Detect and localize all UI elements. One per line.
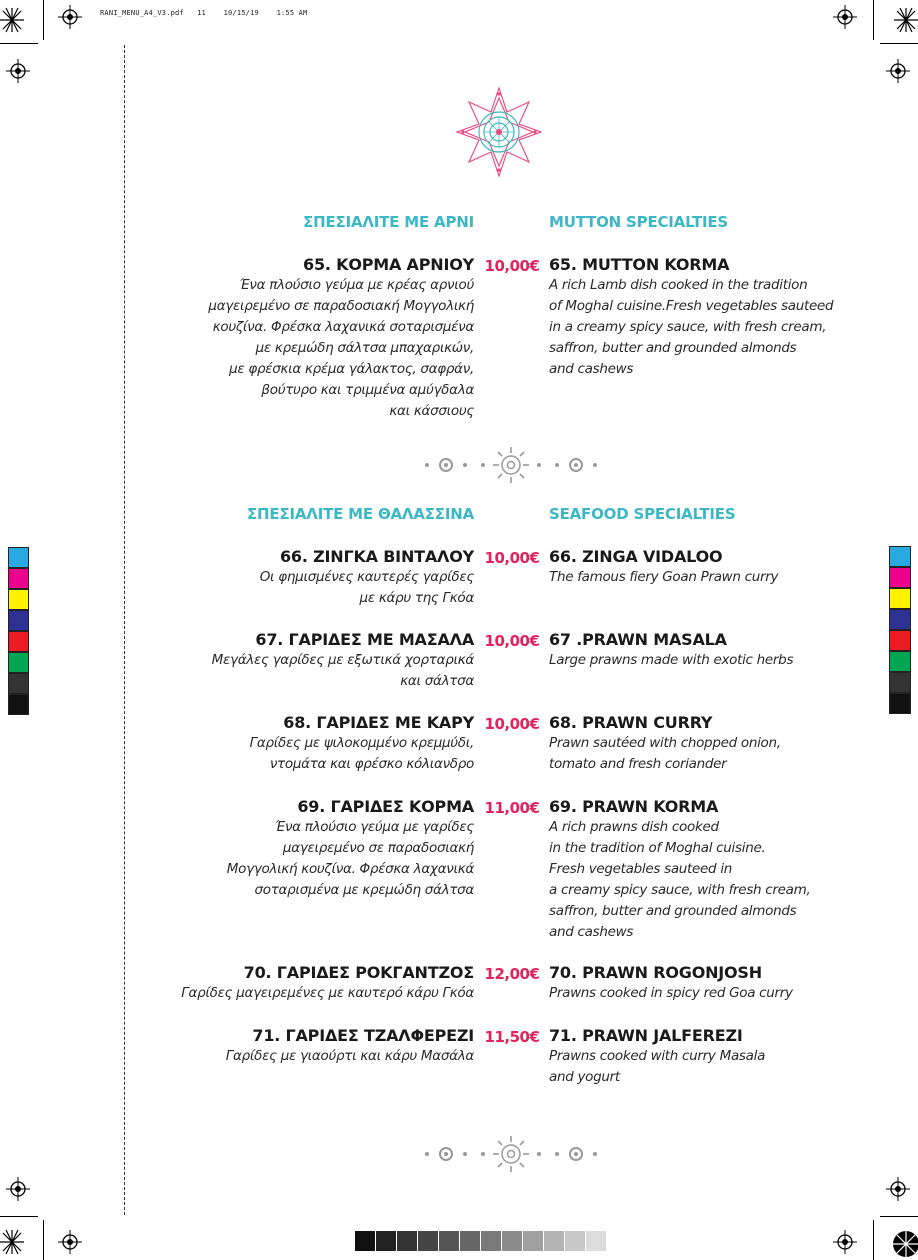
menu-item-67-gr (154, 629, 474, 692)
registration-mark-icon (886, 59, 910, 83)
starburst-mark-icon (0, 0, 26, 40)
item-description: The famous fiery Goan Prawn curry (549, 569, 779, 585)
starburst-mark-icon (890, 1222, 918, 1260)
item-name: 70. PRAWN ROGONJOSH (549, 963, 762, 982)
mandala-ornament-icon (456, 86, 542, 178)
item-name: 65. MUTTON KORMA (549, 255, 730, 274)
item-price: 12,00€ (484, 965, 540, 983)
crop-line (873, 1220, 874, 1260)
item-description: Γαρίδες με γιαούρτι και κάρυ Μασάλα (225, 1048, 474, 1064)
section-title-mutton-gr: ΣΠΕΣΙΑΛΙΤΕ ΜΕ ΑΡΝΙ (303, 213, 474, 231)
item-description: Large prawns made with exotic herbs (549, 652, 794, 668)
item-description: Ένα πλούσιο γεύμα με κρέας αρνιού μαγειρεμένο σε παραδοσιακή Μογγολική κουζίνα. Φρέσκα λαχανικά σοταρισμένα με κρεμώδη σάλτσα μπαχαρικών, με φρέσκια κρέμα γάλακτος, σαφράν, βούτυρο και τριμμένα αμύγδαλα και κάσσιους (208, 277, 474, 419)
registration-mark-icon (6, 1177, 30, 1201)
menu-item-65-gr (154, 254, 474, 422)
item-name: 68. PRAWN CURRY (549, 713, 713, 732)
item-description: Prawns cooked with curry Masala and yogurt (549, 1048, 766, 1085)
crop-line (880, 43, 918, 44)
crop-line (0, 43, 38, 44)
menu-item-66-en (549, 546, 849, 588)
print-slug: RANI_MENU_A4_V3.pdf 11 10/15/19 1:55 AM (100, 9, 308, 17)
registration-mark-icon (886, 1177, 910, 1201)
item-price: 10,00€ (484, 715, 540, 733)
menu-item-69-en (549, 796, 849, 943)
menu-item-71-en (549, 1025, 849, 1088)
crop-line (43, 0, 44, 40)
fold-line (124, 45, 125, 1215)
menu-item-66-gr (154, 546, 474, 609)
item-description: Γαρίδες με ψιλοκομμένο κρεμμύδι, ντομάτα και φρέσκο κόλιανδρο (249, 735, 474, 772)
item-name: 71. PRAWN JALFEREZI (549, 1026, 743, 1045)
item-description: A rich prawns dish cooked in the tradition of Moghal cuisine. Fresh vegetables sauteed in a creamy spicy sauce, with fresh cream, saffron, butter and grounded almonds and cashews (549, 819, 811, 940)
starburst-mark-icon (892, 0, 918, 40)
item-name: 69. ΓΑΡΙΔΕΣ ΚΟΡΜΑ (297, 797, 474, 816)
item-name: 65. ΚΟΡΜΑ ΑΡΝΙΟΥ (303, 255, 474, 274)
crop-line (880, 1216, 918, 1217)
item-description: Ένα πλούσιο γεύμα με γαρίδες μαγειρεμένο σε παραδοσιακή Μογγολική κουζίνα. Φρέσκα λαχανικά σοταρισμένα με κρεμώδη σάλτσα (226, 819, 474, 898)
crop-line (0, 1216, 38, 1217)
crop-line (873, 0, 874, 40)
registration-mark-icon (833, 5, 857, 29)
crop-line (43, 1220, 44, 1260)
menu-item-69-gr (154, 796, 474, 901)
section-title-mutton-en: MUTTON SPECIALTIES (549, 213, 729, 231)
item-description: Οι φημισμένες καυτερές γαρίδες με κάρυ της Γκόα (259, 569, 474, 606)
gray-scale-bar (355, 1231, 607, 1251)
menu-item-71-gr (154, 1025, 474, 1067)
section-title-seafood-gr: ΣΠΕΣΙΑΛΙΤΕ ΜΕ ΘΑΛΑΣΣΙΝΑ (247, 505, 474, 523)
ornament-divider-icon (420, 1132, 602, 1176)
registration-mark-icon (833, 1230, 857, 1254)
item-name: 66. ΖΙΝΓΚΑ ΒΙΝΤΑΛΟΥ (279, 547, 474, 566)
item-price: 10,00€ (484, 632, 540, 650)
item-description: Prawns cooked in spicy red Goa curry (549, 985, 793, 1001)
menu-item-68-en (549, 712, 849, 775)
item-name: 67 .PRAWN MASALA (549, 630, 727, 649)
item-name: 69. PRAWN KORMA (549, 797, 719, 816)
menu-item-68-gr (154, 712, 474, 775)
registration-mark-icon (58, 1230, 82, 1254)
item-name: 70. ΓΑΡΙΔΕΣ ΡΟΚΓΑΝΤΖΟΣ (243, 963, 474, 982)
item-name: 67. ΓΑΡΙΔΕΣ ΜΕ ΜΑΣΑΛΑ (255, 630, 474, 649)
registration-mark-icon (6, 59, 30, 83)
item-description: A rich Lamb dish cooked in the tradition of Moghal cuisine.Fresh vegetables sauteed in a creamy spicy sauce, with fresh cream, saffron, butter and grounded almonds and cashews (549, 277, 834, 377)
item-description: Prawn sautéed with chopped onion, tomato and fresh coriander (549, 735, 781, 772)
item-name: 71. ΓΑΡΙΔΕΣ ΤΖΑΛΦΕΡΕΖΙ (252, 1026, 474, 1045)
item-price: 10,00€ (484, 549, 540, 567)
item-description: Μεγάλες γαρίδες με εξωτικά χορταρικά και σάλτσα (211, 652, 474, 689)
menu-item-65-en (549, 254, 849, 380)
item-price: 11,00€ (484, 799, 540, 817)
item-name: 66. ZINGA VIDALOO (549, 547, 723, 566)
menu-item-67-en (549, 629, 849, 671)
item-name: 68. ΓΑΡΙΔΕΣ ΜΕ ΚΑΡΥ (283, 713, 474, 732)
item-price: 11,50€ (484, 1028, 540, 1046)
menu-item-70-en (549, 962, 849, 1004)
ornament-divider-icon (420, 443, 602, 487)
registration-mark-icon (58, 5, 82, 29)
item-price: 10,00€ (484, 257, 540, 275)
item-description: Γαρίδες μαγειρεμένες με καυτερό κάρυ Γκόα (181, 985, 474, 1001)
color-bar-left (8, 547, 29, 715)
color-bar-right (889, 546, 911, 714)
section-title-seafood-en: SEAFOOD SPECIALTIES (549, 505, 736, 523)
menu-item-70-gr (154, 962, 474, 1004)
starburst-mark-icon (0, 1222, 26, 1260)
